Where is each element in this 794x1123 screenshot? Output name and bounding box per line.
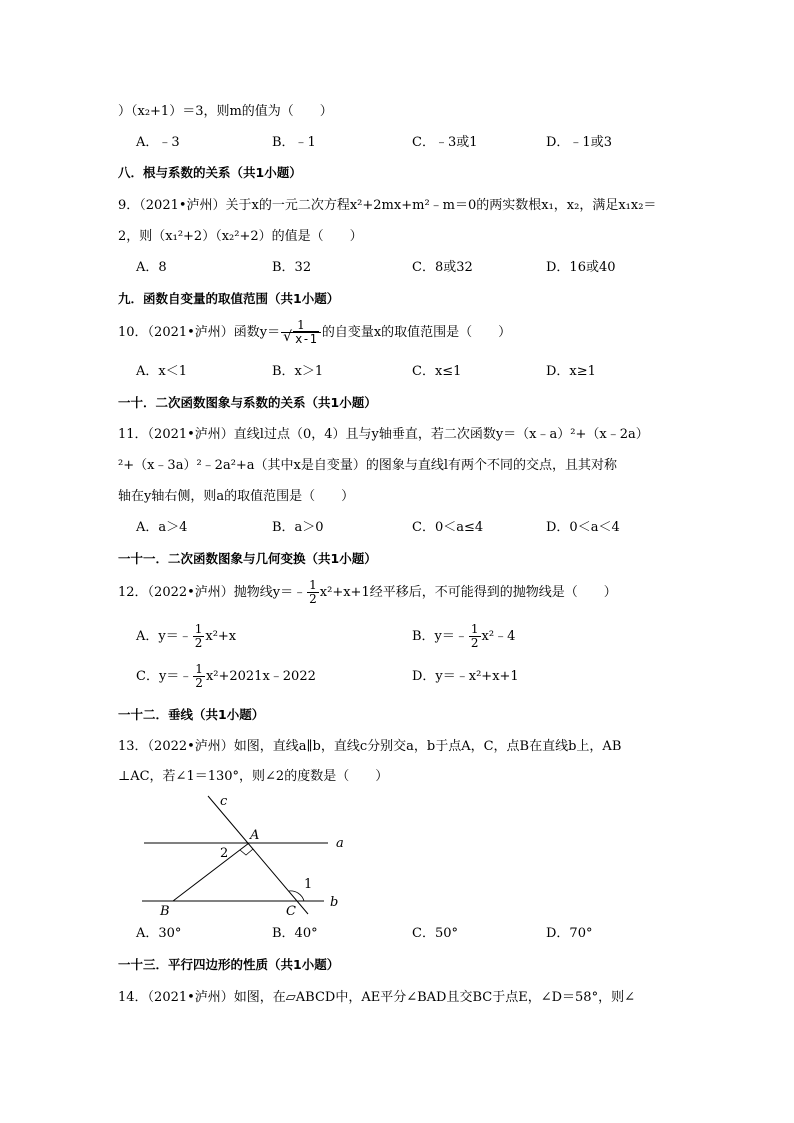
- q8-options: [136, 133, 696, 153]
- q10-fraction: [281, 319, 321, 346]
- q13-line-1: 13．（2022•泸州）如图，直线a∥b，直线c分别交a，b于点A，C，点B在直线b上，AB: [118, 739, 622, 754]
- q10-suffix: 的自变量x的取值范围是（ ）: [321, 325, 512, 340]
- q12-options-row-2: [136, 662, 696, 692]
- q11-line-1: 11．（2021•泸州）直线l过点（0，4）且与y轴垂直，若二次函数y＝（x﹣a）²+（x﹣2a）: [118, 427, 649, 442]
- q11-option-a: A．a＞4: [136, 520, 188, 535]
- q12-prefix: 12．（2022•泸州）抛物线y＝﹣: [118, 585, 307, 600]
- right-angle-mark: [240, 849, 253, 855]
- q11-option-c: C．0＜a≤4: [412, 520, 484, 535]
- section-heading-10: 一十．二次函数图象与系数的关系（共1小题）: [118, 395, 377, 410]
- label-angle-2: 2: [220, 846, 229, 861]
- q12-suffix: x²+x+1经平移后，不可能得到的抛物线是（ ）: [319, 585, 617, 600]
- q14-line-1: 14．（2021•泸州）如图，在▱ABCD中，AE平分∠BAD且交BC于点E，∠D＝58°，则∠: [118, 990, 635, 1005]
- q10-stem: [118, 318, 511, 348]
- section-heading-12: 一十二．垂线（共1小题）: [118, 707, 265, 722]
- q12-fraction: $\frac{1}{2}$: [309, 578, 317, 606]
- q9-option-b: B．32: [272, 260, 312, 275]
- q13-option-d: D．70°: [546, 926, 593, 941]
- label-line-a: a: [336, 836, 344, 851]
- q10-sqrt: √ x-1: [283, 329, 317, 346]
- q12-option-b: B．y＝﹣ $\frac{1}{2}$ x²﹣4: [412, 622, 516, 650]
- q9-line-1: 9．（2021•泸州）关于x的一元二次方程x²+2mx+m²﹣m＝0的两实数根x₁，x₂，满足x₁x₂＝: [118, 198, 657, 213]
- q12-option-a: A．y＝﹣ $\frac{1}{2}$ x²+x: [136, 622, 237, 650]
- q11-line-2: ²+（x﹣3a）²﹣2a²+a（其中x是自变量）的图象与直线l有两个不同的交点，且其对称: [118, 458, 618, 473]
- label-angle-1: 1: [304, 877, 313, 892]
- q12-option-d: D．y＝﹣x²+x+1: [412, 669, 519, 684]
- q13-option-a: A．30°: [136, 926, 182, 941]
- section-heading-13: 一十三．平行四边形的性质（共1小题）: [118, 957, 340, 972]
- q10-radicand: x-1: [295, 332, 317, 346]
- q11-line-3: 轴在y轴右侧，则a的取值范围是（ ）: [118, 489, 355, 504]
- q13-options: [136, 924, 696, 944]
- q9-option-d: D．16或40: [546, 260, 616, 275]
- q12-options-row-1: [136, 622, 696, 652]
- q8-tail: ）（x₂+1）＝3，则m的值为（ ）: [118, 104, 333, 119]
- q12-stem: [118, 578, 617, 608]
- angle-1-arc: [289, 891, 304, 901]
- q10-option-b: B．x＞1: [272, 364, 324, 379]
- q13-option-c: C．50°: [412, 926, 458, 941]
- q9-option-c: C．8或32: [412, 260, 473, 275]
- q11-option-b: B．a＞0: [272, 520, 324, 535]
- q10-option-d: D．x≥1: [546, 364, 596, 379]
- q10-option-a: A．x＜1: [136, 364, 187, 379]
- q8-option-c: C．﹣3或1: [412, 135, 478, 150]
- q8-option-b: B．﹣1: [272, 135, 316, 150]
- label-line-b: b: [330, 895, 339, 910]
- q13-figure: [138, 793, 358, 923]
- segment-ab: [173, 843, 249, 901]
- q13-option-b: B．40°: [272, 926, 318, 941]
- q8-option-d: D．﹣1或3: [546, 135, 612, 150]
- label-c: c: [220, 794, 228, 809]
- q10-option-c: C．x≤1: [412, 364, 462, 379]
- section-heading-8: 八．根与系数的关系（共1小题）: [118, 165, 302, 180]
- q8-option-a: A．﹣3: [136, 135, 180, 150]
- q11-options: [136, 518, 696, 538]
- q9-options: [136, 258, 696, 278]
- q10-prefix: 10．（2021•泸州）函数y＝: [118, 325, 281, 340]
- label-point-c: C: [286, 904, 296, 919]
- label-point-b: B: [160, 904, 170, 919]
- q11-option-d: D．0＜a＜4: [546, 520, 620, 535]
- q13-line-2: ⊥AC，若∠1＝130°，则∠2的度数是（ ）: [118, 769, 389, 784]
- section-heading-11: 一十一．二次函数图象与几何变换（共1小题）: [118, 551, 377, 566]
- q12-option-c: C．y＝﹣ $\frac{1}{2}$ x²+2021x﹣2022: [136, 662, 316, 690]
- label-point-a: A: [250, 828, 260, 843]
- section-heading-9: 九．函数自变量的取值范围（共1小题）: [118, 291, 340, 306]
- q10-options: [136, 362, 696, 382]
- q9-line-2: 2，则（x₁²+2）（x₂²+2）的值是（ ）: [118, 229, 363, 244]
- q10-frac-num: 1: [281, 319, 321, 333]
- q9-option-a: A．8: [136, 260, 167, 275]
